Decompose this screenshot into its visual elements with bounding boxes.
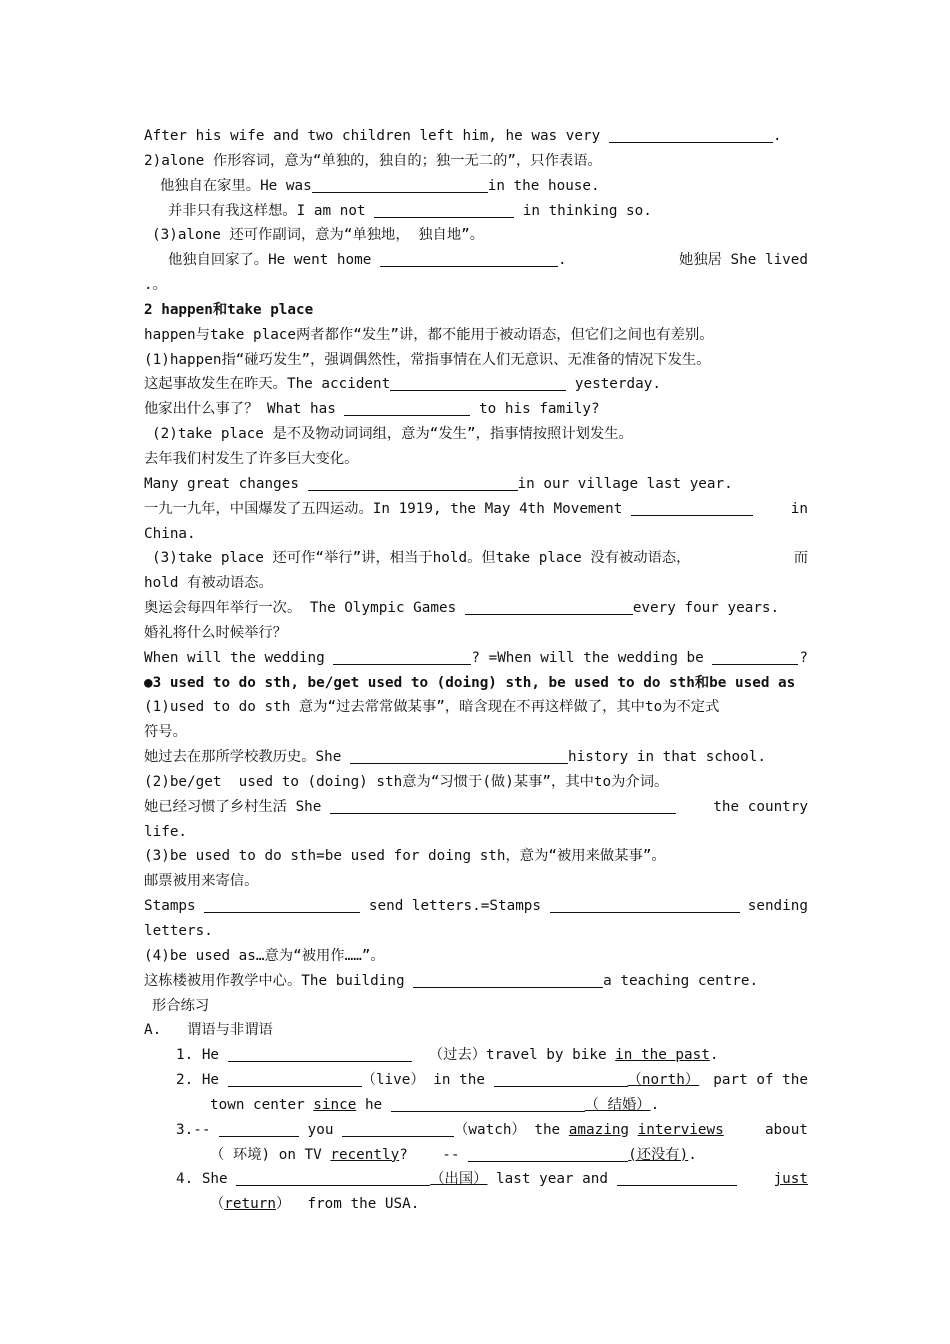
answer-blank[interactable]	[380, 250, 558, 267]
answer-blank[interactable]	[413, 971, 603, 988]
line-16: 一九一九年，中国爆发了五四运动。In 1919, the May 4th Movement in	[144, 500, 808, 517]
answer-blank[interactable]	[494, 1070, 628, 1087]
answer-blank[interactable]	[465, 598, 633, 615]
line-10: (1)happen指“碰巧发生”，强调偶然性，常指事情在人们无意识、无准备的情况下发生。	[144, 351, 711, 368]
line-11: 这起事故发生在昨天。The accident yesterday.	[144, 376, 661, 393]
answer-blank[interactable]	[308, 474, 518, 491]
line-17: China.	[144, 525, 196, 542]
answer-blank[interactable]	[391, 1095, 585, 1112]
line-32: Stamps send letters.=Stamps sending	[144, 898, 808, 915]
line-28: 她已经习惯了乡村生活 She the country	[144, 798, 808, 815]
answer-blank[interactable]	[350, 747, 568, 764]
exercise-2: 2. He （live） in the （north） part of the	[176, 1072, 808, 1089]
line-21: 婚礼将什么时候举行？	[144, 624, 287, 641]
line-29: life.	[144, 823, 188, 840]
answer-blank[interactable]	[204, 896, 360, 913]
answer-blank[interactable]	[219, 1120, 299, 1137]
exercise-3-cont: （ 环境) on TV recently? -- (还没有).	[210, 1146, 697, 1163]
line-4: 并非只有我这样想。I am not in thinking so.	[168, 202, 652, 219]
answer-blank[interactable]	[617, 1169, 737, 1186]
line-15: Many great changes in our village last year.	[144, 475, 733, 492]
line-19: hold 有被动语态。	[144, 575, 273, 592]
line-3: 他独自在家里。He was in the house.	[160, 177, 600, 194]
section-heading-used-to: ●3 used to do sth, be/get used to (doing) sth, be used to do sth和be used as	[144, 674, 796, 691]
line-12: 他家出什么事了？ What has to his family?	[144, 401, 600, 418]
answer-blank[interactable]	[333, 648, 471, 665]
exercise-2-cont: town center since he （ 结婚）.	[210, 1096, 660, 1113]
answer-blank[interactable]	[712, 648, 798, 665]
line-13: (2)take place 是不及物动词词组，意为“发生”，指事情按照计划发生。	[152, 426, 633, 443]
line-18: (3)take place 还可作“举行”讲，相当于hold。但take place 没有被动语态， 而	[152, 550, 808, 567]
exercise-part-a-title: A. 谓语与非谓语	[144, 1022, 273, 1039]
line-9: happen与take place两者都作“发生”讲，都不能用于被动语态，但它们之间也有差别。	[144, 326, 714, 343]
line-33: letters.	[144, 923, 213, 939]
line-27: (2)be/get used to (doing) sth意为“习惯于(做)某事”，其中to为介词。	[144, 773, 669, 790]
answer-blank[interactable]	[228, 1045, 412, 1062]
line-1: After his wife and two children left him, he was very .	[144, 128, 782, 144]
answer-blank[interactable]	[609, 126, 773, 143]
line-34: (4)be used as…意为“被用作……”。	[144, 947, 385, 964]
answer-blank[interactable]	[228, 1070, 362, 1087]
line-22: When will the wedding ? =When will the wedding be ?	[144, 649, 808, 666]
line-31: 邮票被用来寄信。	[144, 873, 259, 890]
exercise-3: 3.-- you （watch） the amazing interviews about	[176, 1121, 808, 1138]
line-26: 她过去在那所学校教历史。She history in that school.	[144, 749, 766, 766]
worksheet-page	[144, 124, 808, 1217]
answer-blank[interactable]	[631, 499, 753, 516]
line-30: (3)be used to do sth=be used for doing sth，意为“被用来做某事”。	[144, 848, 666, 865]
line-25: 符号。	[144, 724, 187, 741]
line-35: 这栋楼被用作教学中心。The building a teaching centre.	[144, 972, 759, 989]
answer-blank[interactable]	[312, 176, 488, 193]
line-24: (1)used to do sth 意为“过去常常做某事”，暗含现在不再这样做了，其中to为不定式	[144, 699, 720, 716]
line-2: 2)alone 作形容词，意为“单独的，独自的；独一无二的”，只作表语。	[144, 152, 602, 169]
section-heading-happen: 2 happen和take place	[144, 301, 314, 318]
answer-blank[interactable]	[236, 1169, 430, 1186]
line-7: .。	[144, 277, 167, 294]
answer-blank[interactable]	[374, 201, 514, 218]
line-14: 去年我们村发生了许多巨大变化。	[144, 450, 359, 467]
answer-blank[interactable]	[344, 399, 470, 416]
answer-blank[interactable]	[390, 374, 566, 391]
answer-blank[interactable]	[330, 797, 676, 814]
exercise-section-title: 形合练习	[152, 997, 210, 1014]
line-5: (3)alone 还可作副词，意为“单独地， 独自地”。	[152, 227, 485, 244]
exercise-4-cont: （return） from the USA.	[210, 1196, 420, 1213]
line-6: 他独自回家了。He went home . 她独居 She lived	[168, 252, 808, 269]
exercise-4: 4. She （出国） last year and just	[176, 1171, 808, 1188]
exercise-1: 1. He （过去）travel by bike in the past.	[176, 1047, 719, 1064]
answer-blank[interactable]	[468, 1145, 628, 1162]
answer-blank[interactable]	[342, 1120, 454, 1137]
line-20: 奥运会每四年举行一次。 The Olympic Games every four years.	[144, 600, 780, 617]
answer-blank[interactable]	[550, 896, 740, 913]
